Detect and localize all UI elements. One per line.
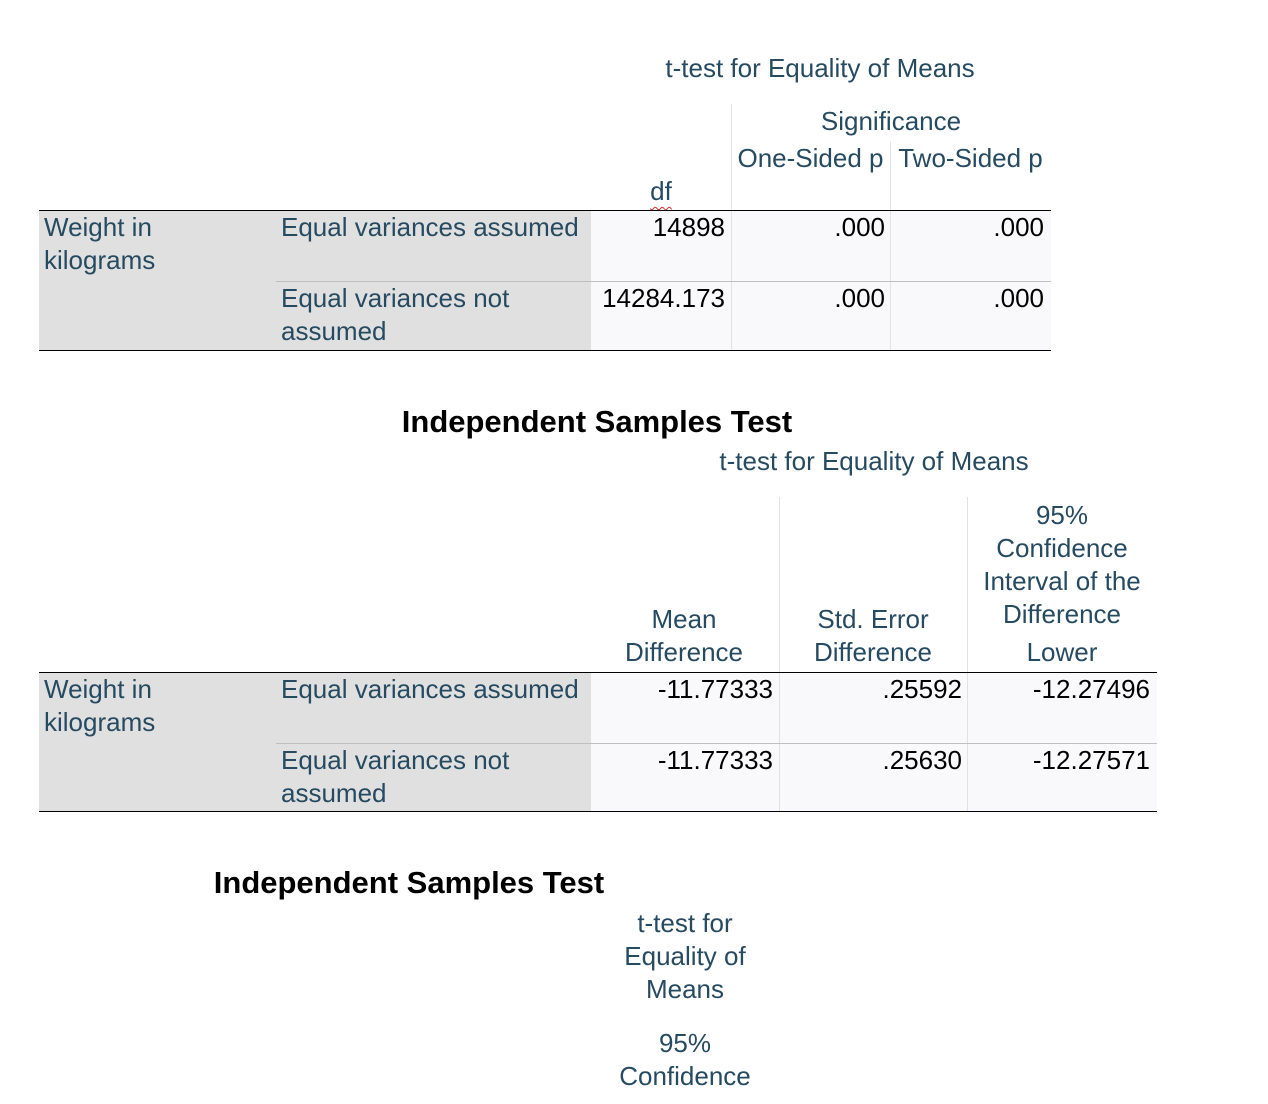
mean-difference-value: -11.77333 [657,745,773,775]
t-test-group-header: t-test for Equality of Means [719,446,1029,476]
table-title: Independent Samples Test [401,404,793,439]
table-bottom-rule [39,811,1157,812]
one-sided-p-header: One-Sided p [737,143,884,173]
two-sided-p-header: Two-Sided p [898,143,1043,173]
row-group-label: Weight in kilograms [44,674,156,737]
mean-difference-header: Mean Difference [624,604,744,667]
significance-header: Significance [820,106,962,136]
df-header-text: df [650,176,672,206]
lower-bound-value: -12.27496 [1032,674,1150,704]
std-error-value: .25592 [882,674,962,704]
row-label: Equal variances not assumed [281,283,510,346]
lower-bound-value: -12.27571 [1032,745,1150,775]
table-bottom-rule [39,350,1051,351]
row-label: Equal variances assumed [281,212,579,242]
confidence-interval-header: 95% Confidence [619,1028,751,1091]
std-error-difference-header: Std. Error Difference [813,604,933,667]
row-label: Equal variances not assumed [281,745,510,808]
lower-header: Lower [1026,637,1098,667]
t-test-group-header: t-test for Equality of Means [665,53,975,83]
two-sided-p-value: .000 [993,212,1044,242]
confidence-interval-header: 95% Confidence Interval of the Difference [983,500,1141,629]
two-sided-p-value: .000 [993,283,1044,313]
mean-difference-value: -11.77333 [657,674,773,704]
df-header [591,175,731,208]
std-error-value: .25630 [882,745,962,775]
table-title: Independent Samples Test [213,865,605,900]
one-sided-p-value: .000 [834,283,885,313]
one-sided-p-value: .000 [834,212,885,242]
row-group-label: Weight in kilograms [44,212,156,275]
row-label: Equal variances assumed [281,674,579,704]
df-value: 14898 [652,212,725,242]
df-value: 14284.173 [602,283,725,313]
t-test-group-header: t-test for Equality of Means [624,908,746,1004]
